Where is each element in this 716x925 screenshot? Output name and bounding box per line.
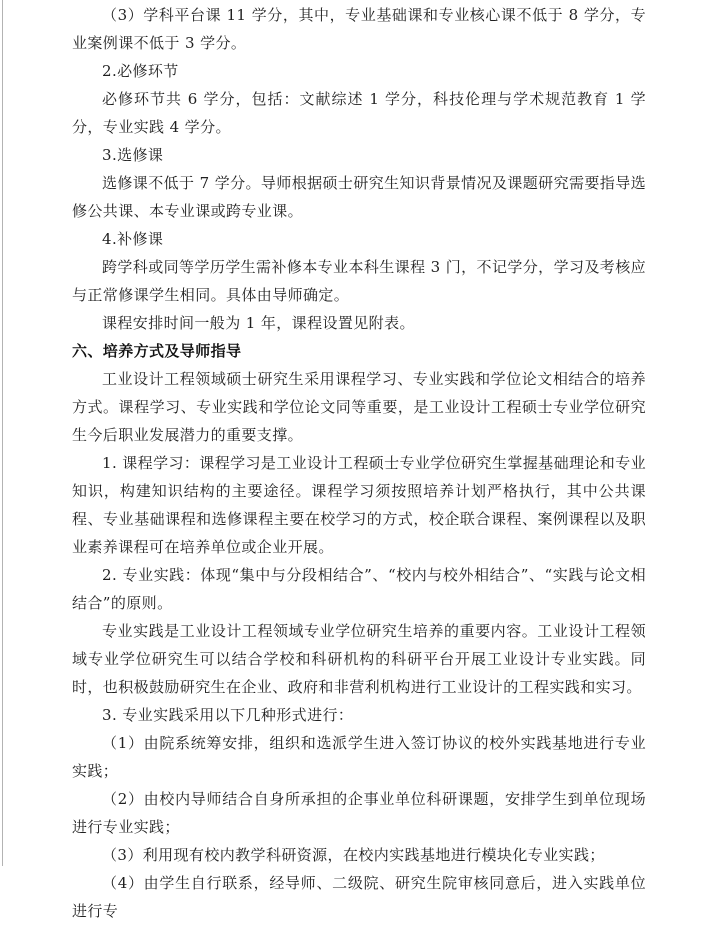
paragraph-platform-course-credits: （3）学科平台课 11 学分，其中，专业基础课和专业核心课不低于 8 学分，专业案例课不低于 3 学分。 bbox=[72, 6, 646, 52]
paragraph-required-module-detail: 必修环节共 6 学分，包括：文献综述 1 学分，科技伦理与学术规范教育 1 学分，专业实践 4 学分。 bbox=[72, 90, 646, 136]
document-body bbox=[72, 1, 646, 925]
paragraph-course-schedule: 课程安排时间一般为 1 年，课程设置见附表。 bbox=[102, 314, 415, 332]
page-left-border bbox=[2, 0, 3, 866]
paragraph-practice-form-2: （2）由校内导师结合自身所承担的企事业单位科研课题，安排学生到单位现场进行专业实践； bbox=[72, 790, 646, 836]
paragraph-professional-practice-detail: 专业实践是工业设计工程领域专业学位研究生培养的重要内容。工业设计工程领域专业学位研究生可以结合学校和科研机构的科研平台开展工业设计专业实践。同时，也积极鼓励研究生在企业、政府和非营利机构进行工业设计的工程实践和实习。 bbox=[72, 622, 646, 696]
paragraph-practice-form-3: （3）利用现有校内教学科研资源，在校内实践基地进行模块化专业实践； bbox=[102, 846, 605, 864]
paragraph-training-mode-overview: 工业设计工程领域硕士研究生采用课程学习、专业实践和学位论文相结合的培养方式。课程学习、专业实践和学位论文同等重要，是工业设计工程硕士专业学位研究生今后职业发展潜力的重要支撑。 bbox=[72, 370, 646, 444]
paragraph-course-learning: 1. 课程学习：课程学习是工业设计工程硕士专业学位研究生掌握基础理论和专业知识，构建知识结构的主要途径。课程学习须按照培养计划严格执行，其中公共课程、专业基础课程和选修课程主要在校学习的方式，校企联合课程、案例课程以及职业素养课程可在培养单位或企业开展。 bbox=[72, 454, 646, 556]
paragraph-makeup-course-detail: 跨学科或同等学历学生需补修本专业本科生课程 3 门，不记学分，学习及考核应与正常修课学生相同。具体由导师确定。 bbox=[72, 258, 646, 304]
paragraph-elective-course-detail: 选修课不低于 7 学分。导师根据硕士研究生知识背景情况及课题研究需要指导选修公共课、本专业课或跨专业课。 bbox=[72, 174, 646, 220]
paragraph-elective-course-title: 3.选修课 bbox=[102, 146, 164, 164]
paragraph-makeup-course-title: 4.补修课 bbox=[102, 230, 164, 248]
paragraph-practice-forms-intro: 3. 专业实践采用以下几种形式进行： bbox=[102, 706, 354, 724]
section-heading-training-mode: 六、培养方式及导师指导 bbox=[72, 342, 242, 360]
paragraph-practice-form-4: （4）由学生自行联系，经导师、二级院、研究生院审核同意后，进入实践单位进行专 bbox=[72, 874, 646, 920]
paragraph-professional-practice-principle: 2. 专业实践：体现“集中与分段相结合”、“校内与校外相结合”、“实践与论文相结合”的原则。 bbox=[72, 566, 646, 612]
paragraph-practice-form-1: （1）由院系统筹安排，组织和选派学生进入签订协议的校外实践基地进行专业实践； bbox=[72, 734, 646, 780]
paragraph-required-module-title: 2.必修环节 bbox=[102, 62, 179, 80]
